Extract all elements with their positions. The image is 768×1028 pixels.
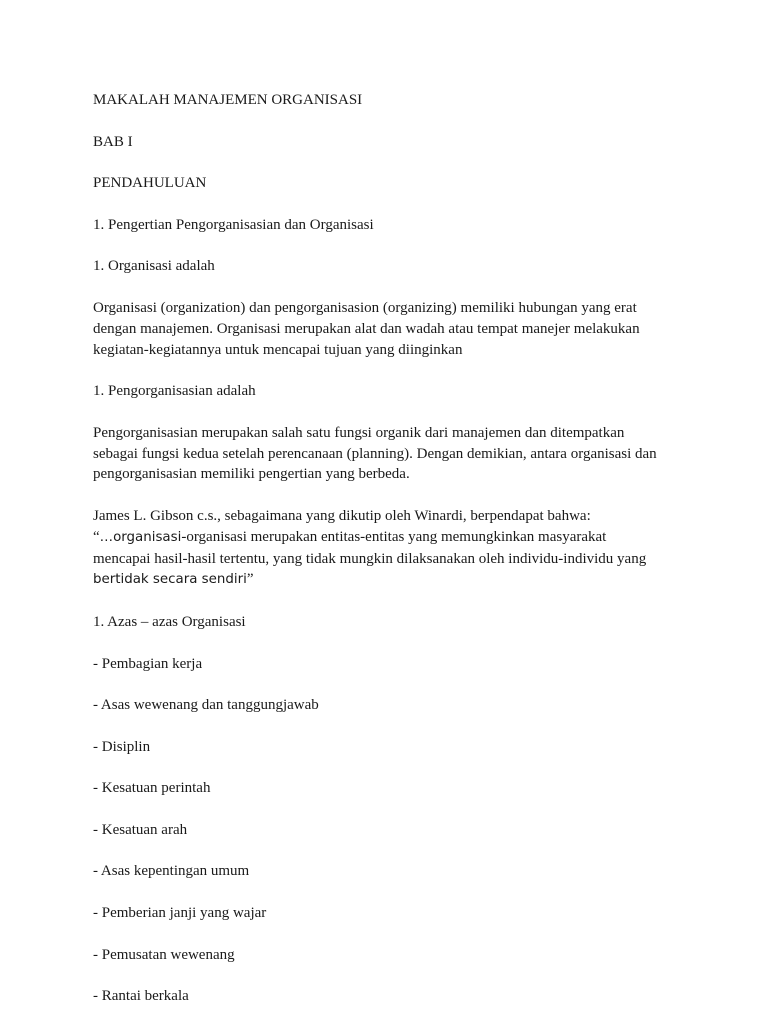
close-quote-mark: ” — [246, 571, 254, 588]
list-item: - Pemberian janji yang wajar — [93, 905, 267, 922]
list-item: - Pemusatan wewenang — [93, 946, 235, 963]
paragraph-line: Organisasi (organization) dan pengorganisasion (organizing) memiliki hubungan yang erat — [93, 299, 637, 316]
section-heading: 1. Pengertian Pengorganisasian dan Organisasi — [93, 216, 374, 233]
list-item: - Asas kepentingan umum — [93, 863, 250, 880]
list-item: - Disiplin — [93, 738, 151, 755]
open-quote-mark: “ — [93, 528, 100, 545]
quote-line — [93, 527, 693, 549]
quote-sans-fragment: …organisasi — [99, 529, 182, 545]
chapter-title: PENDAHULUAN — [93, 175, 207, 192]
paragraph-line: dengan manajemen. Organisasi merupakan alat dan wadah atau tempat manejer melakukan — [93, 320, 640, 337]
chapter-number: BAB I — [93, 133, 133, 150]
paragraph-line: kegiatan-kegiatannya untuk mencapai tujuan yang diinginkan — [93, 341, 463, 358]
list-item: - Rantai berkala — [93, 988, 189, 1005]
list-item: - Kesatuan perintah — [93, 780, 211, 797]
subsection-organisasi-heading: 1. Organisasi adalah — [93, 258, 215, 275]
quote-attribution: James L. Gibson c.s., sebagaimana yang dikutip oleh Winardi, berpendapat bahwa: — [93, 507, 591, 524]
quote-sans-fragment: bertidak secara sendiri — [93, 572, 247, 588]
quote-line: mencapai hasil-hasil tertentu, yang tidak mungkin dilaksanakan oleh individu-individu yang — [93, 550, 647, 567]
subsection-azas-heading: 1. Azas – azas Organisasi — [93, 613, 246, 630]
list-item: - Kesatuan arah — [93, 821, 188, 838]
list-item: - Asas wewenang dan tanggungjawab — [93, 697, 319, 714]
subsection-pengorganisasian-heading: 1. Pengorganisasian adalah — [93, 383, 256, 400]
paragraph-line: sebagai fungsi kedua setelah perencanaan (planning). Dengan demikian, antara organisasi dan — [93, 445, 657, 462]
paragraph-line: pengorganisasian memiliki pengertian yang berbeda. — [93, 466, 410, 483]
paragraph-line: Pengorganisasian merupakan salah satu fungsi organik dari manajemen dan ditempatkan — [93, 424, 625, 441]
document-title: MAKALAH MANAJEMEN ORGANISASI — [93, 92, 363, 108]
list-item: - Pembagian kerja — [93, 655, 203, 672]
paragraph-pengorganisasian — [93, 423, 693, 485]
quote-paragraph — [93, 506, 693, 591]
paragraph-organisasi — [93, 298, 693, 360]
quote-line — [93, 569, 693, 591]
document-page — [93, 90, 693, 1028]
quote-text: -organisasi merupakan entitas-entitas yang memungkinkan masyarakat — [181, 528, 607, 545]
